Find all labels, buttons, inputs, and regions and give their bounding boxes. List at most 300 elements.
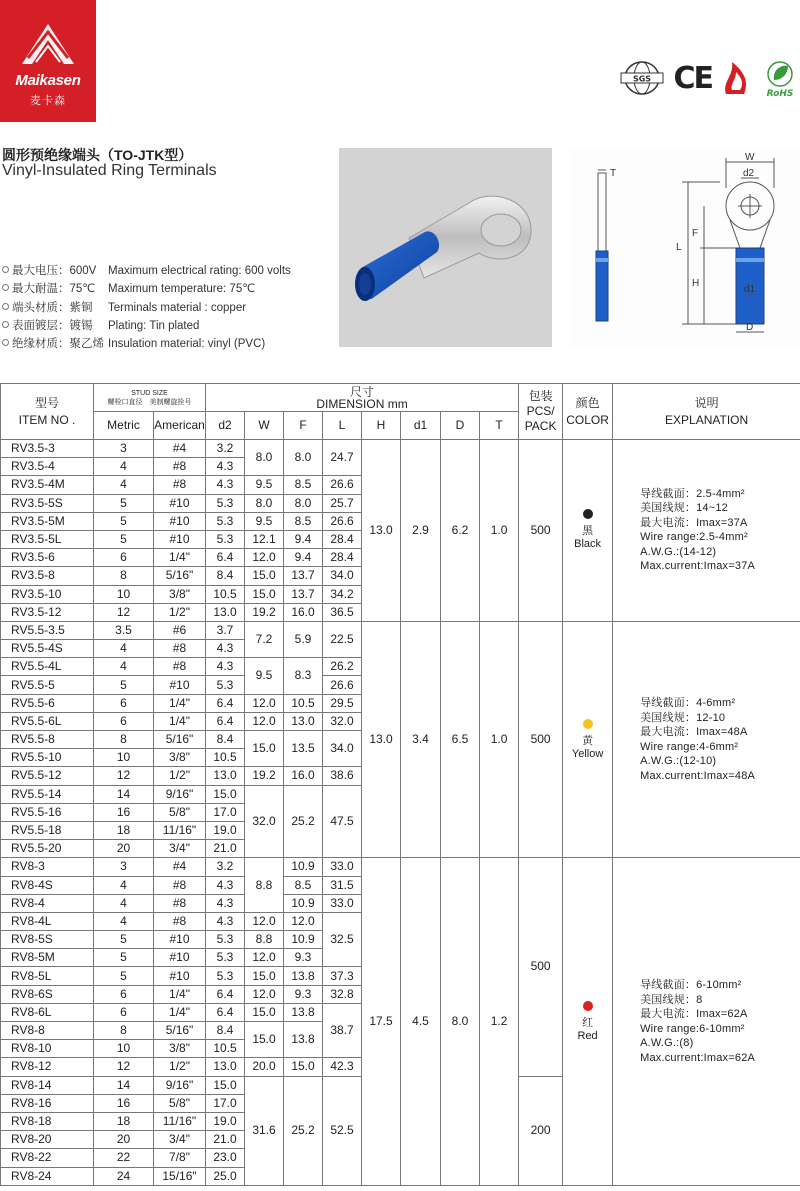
w-cell: 12.0: [245, 694, 284, 712]
item-no-cell: RV8-5M: [1, 949, 94, 967]
item-no-cell: RV5.5-4L: [1, 658, 94, 676]
american-cell: #8: [154, 876, 206, 894]
color-cell: [563, 858, 613, 1185]
header-explanation: 说明 EXPLANATION: [613, 384, 800, 440]
d2-cell: 4.3: [206, 876, 245, 894]
d2-cell: 5.3: [206, 494, 245, 512]
american-cell: #6: [154, 621, 206, 639]
explanation-line: 最大电流：Imax=37A: [640, 516, 748, 529]
f-cell: 10.9: [284, 858, 323, 876]
d2-cell: 3.7: [206, 621, 245, 639]
metric-cell: 10: [94, 585, 154, 603]
metric-cell: 12: [94, 1058, 154, 1076]
american-cell: 3/8": [154, 585, 206, 603]
h-cell: 13.0: [362, 621, 401, 857]
d2-cell: 15.0: [206, 785, 245, 803]
american-cell: 11/16": [154, 1112, 206, 1130]
american-cell: #10: [154, 949, 206, 967]
metric-cell: 10: [94, 1040, 154, 1058]
item-no-cell: RV8-3: [1, 858, 94, 876]
l-cell: 22.5: [323, 621, 362, 657]
header-h: H: [362, 412, 401, 440]
item-no-cell: RV3.5-8: [1, 567, 94, 585]
f-cell: 16.0: [284, 767, 323, 785]
f-cell: 8.5: [284, 876, 323, 894]
color-dot-icon: [583, 1001, 593, 1011]
spec-list: [2, 262, 291, 353]
d2-cell: 23.0: [206, 1149, 245, 1167]
explanation-cell: [613, 440, 800, 622]
metric-cell: 16: [94, 803, 154, 821]
explanation-line: Wire range:4-6mm²: [640, 740, 739, 753]
w-cell: 12.0: [245, 712, 284, 730]
item-no-cell: RV8-8: [1, 1022, 94, 1040]
item-no-cell: RV3.5-3: [1, 440, 94, 458]
d2-cell: 17.0: [206, 803, 245, 821]
metric-cell: 6: [94, 985, 154, 1003]
explanation-line: Max.current:Imax=37A: [640, 560, 756, 573]
f-cell: 13.7: [284, 585, 323, 603]
color-cell: [563, 621, 613, 857]
w-cell: 12.0: [245, 549, 284, 567]
f-cell: 15.0: [284, 1058, 323, 1076]
d2-cell: 5.3: [206, 530, 245, 548]
metric-cell: 8: [94, 731, 154, 749]
metric-cell: 18: [94, 1112, 154, 1130]
american-cell: 1/2": [154, 1058, 206, 1076]
item-no-cell: RV8-24: [1, 1167, 94, 1185]
american-cell: #8: [154, 640, 206, 658]
metric-cell: 6: [94, 712, 154, 730]
t-cell: 1.0: [480, 440, 519, 622]
d2-cell: 6.4: [206, 549, 245, 567]
color-dot-icon: [583, 509, 593, 519]
metric-cell: 12: [94, 603, 154, 621]
w-cell: 15.0: [245, 585, 284, 603]
item-no-cell: RV8-6L: [1, 1003, 94, 1021]
spec-table: [0, 383, 800, 1186]
f-cell: 9.3: [284, 949, 323, 967]
w-cell: 31.6: [245, 1076, 284, 1185]
certification-marks: [619, 58, 798, 98]
item-no-cell: RV8-4L: [1, 912, 94, 930]
american-cell: 1/4": [154, 1003, 206, 1021]
d2-cell: 4.3: [206, 912, 245, 930]
pack-cell: 200: [519, 1076, 563, 1185]
d2-cell: 5.3: [206, 931, 245, 949]
american-cell: 9/16": [154, 1076, 206, 1094]
explanation-line: Wire range:2.5-4mm²: [640, 531, 748, 544]
d2-cell: 10.5: [206, 585, 245, 603]
explanation-line: A.W.G.:(12-10): [640, 755, 717, 768]
label-h: H: [692, 278, 700, 289]
l-cell: 25.7: [323, 494, 362, 512]
header-d2: d2: [206, 412, 245, 440]
f-cell: 8.5: [284, 512, 323, 530]
metric-cell: 12: [94, 767, 154, 785]
american-cell: #4: [154, 440, 206, 458]
item-no-cell: RV8-4: [1, 894, 94, 912]
w-cell: 20.0: [245, 1058, 284, 1076]
f-cell: 13.0: [284, 712, 323, 730]
metric-cell: 16: [94, 1094, 154, 1112]
pack-cell: 500: [519, 621, 563, 857]
item-no-cell: RV5.5-16: [1, 803, 94, 821]
d2-cell: 10.5: [206, 749, 245, 767]
table-row: [1, 621, 800, 639]
l-cell: 26.6: [323, 512, 362, 530]
american-cell: 1/4": [154, 985, 206, 1003]
w-cell: 19.2: [245, 767, 284, 785]
f-cell: 8.5: [284, 476, 323, 494]
d2-cell: 21.0: [206, 840, 245, 858]
d2-cell: 3.2: [206, 440, 245, 458]
l-cell: 52.5: [323, 1076, 362, 1185]
f-cell: 13.5: [284, 731, 323, 767]
f-cell: 13.8: [284, 1022, 323, 1058]
d1-cell: 3.4: [401, 621, 441, 857]
item-no-cell: RV3.5-12: [1, 603, 94, 621]
w-cell: 15.0: [245, 1022, 284, 1058]
color-name-cn: 红: [582, 1016, 594, 1029]
american-cell: 1/4": [154, 712, 206, 730]
l-cell: 32.0: [323, 712, 362, 730]
ring-terminal-illustration: [339, 148, 552, 347]
american-cell: 9/16": [154, 785, 206, 803]
american-cell: #4: [154, 858, 206, 876]
d2-cell: 6.4: [206, 694, 245, 712]
metric-cell: 5: [94, 949, 154, 967]
metric-cell: 8: [94, 1022, 154, 1040]
spec-item: 表面镀层：镀锡 Plating: Tin plated: [2, 317, 291, 335]
header-color: 颜色 COLOR: [563, 384, 613, 440]
l-cell: 32.8: [323, 985, 362, 1003]
item-no-cell: RV3.5-5M: [1, 512, 94, 530]
item-no-cell: RV3.5-4M: [1, 476, 94, 494]
header-stud-size: STUD SIZE 螺栓口直径 美制螺旋拴号: [94, 384, 206, 412]
header-l: L: [323, 412, 362, 440]
d2-cell: 19.0: [206, 821, 245, 839]
svg-text:SGS: SGS: [633, 74, 652, 84]
header-f: F: [284, 412, 323, 440]
explanation-line: 导线截面：2.5-4mm²: [640, 487, 745, 500]
d1-cell: 4.5: [401, 858, 441, 1185]
item-no-cell: RV5.5-18: [1, 821, 94, 839]
d2-cell: 21.0: [206, 1131, 245, 1149]
explanation-line: Max.current:Imax=48A: [640, 769, 756, 782]
explanation-cell: [613, 858, 800, 1185]
metric-cell: 20: [94, 1131, 154, 1149]
spec-table-body: [1, 440, 800, 1186]
pack-cell: 500: [519, 858, 563, 1076]
explanation-line: 美国线规：12-10: [640, 711, 726, 724]
w-cell: 8.0: [245, 494, 284, 512]
metric-cell: 5: [94, 512, 154, 530]
metric-cell: 6: [94, 694, 154, 712]
item-no-cell: RV8-22: [1, 1149, 94, 1167]
l-cell: 36.5: [323, 603, 362, 621]
american-cell: 1/4": [154, 549, 206, 567]
metric-cell: 6: [94, 549, 154, 567]
ccc-flame-icon: [720, 58, 754, 98]
w-cell: 19.2: [245, 603, 284, 621]
metric-cell: 3: [94, 440, 154, 458]
f-cell: 8.0: [284, 440, 323, 476]
metric-cell: 5: [94, 931, 154, 949]
f-cell: 10.9: [284, 894, 323, 912]
table-row: [1, 858, 800, 876]
american-cell: #10: [154, 931, 206, 949]
d2-cell: 3.2: [206, 858, 245, 876]
american-cell: #10: [154, 676, 206, 694]
l-cell: 31.5: [323, 876, 362, 894]
f-cell: 10.5: [284, 694, 323, 712]
l-cell: 29.5: [323, 694, 362, 712]
metric-cell: 5: [94, 967, 154, 985]
label-w: W: [745, 152, 755, 163]
d2-cell: 5.3: [206, 949, 245, 967]
item-no-cell: RV8-4S: [1, 876, 94, 894]
spec-item: 端头材质：紫铜 Terminals material : copper: [2, 299, 291, 317]
american-cell: #8: [154, 658, 206, 676]
metric-cell: 5: [94, 530, 154, 548]
label-l: L: [676, 242, 682, 253]
d2-cell: 10.5: [206, 1040, 245, 1058]
color-dot-icon: [583, 719, 593, 729]
item-no-cell: RV8-5L: [1, 967, 94, 985]
w-cell: 32.0: [245, 785, 284, 858]
header-d: D: [441, 412, 480, 440]
item-no-cell: RV8-16: [1, 1094, 94, 1112]
american-cell: 15/16": [154, 1167, 206, 1185]
d2-cell: 6.4: [206, 1003, 245, 1021]
f-cell: 8.3: [284, 658, 323, 694]
f-cell: 16.0: [284, 603, 323, 621]
d1-cell: 2.9: [401, 440, 441, 622]
brand-name: Maikasen: [15, 72, 81, 89]
header-american: American: [154, 412, 206, 440]
metric-cell: 4: [94, 658, 154, 676]
header-item: 型号 ITEM NO .: [1, 384, 94, 440]
l-cell: 32.5: [323, 912, 362, 967]
l-cell: 33.0: [323, 858, 362, 876]
svg-text:RoHS: RoHS: [766, 89, 794, 98]
d-cell: 6.5: [441, 621, 480, 857]
label-d2: d2: [743, 168, 755, 179]
american-cell: #10: [154, 967, 206, 985]
d2-cell: 8.4: [206, 567, 245, 585]
d2-cell: 5.3: [206, 967, 245, 985]
f-cell: 10.9: [284, 931, 323, 949]
w-cell: 12.0: [245, 985, 284, 1003]
item-no-cell: RV8-12: [1, 1058, 94, 1076]
metric-cell: 4: [94, 912, 154, 930]
explanation-line: 导线截面：4-6mm²: [640, 697, 736, 710]
f-cell: 13.8: [284, 1003, 323, 1021]
d2-cell: 8.4: [206, 1022, 245, 1040]
american-cell: #8: [154, 912, 206, 930]
w-cell: 15.0: [245, 567, 284, 585]
l-cell: 37.3: [323, 967, 362, 985]
american-cell: 1/2": [154, 767, 206, 785]
ce-mark: CE: [673, 60, 712, 96]
american-cell: 1/2": [154, 603, 206, 621]
american-cell: 11/16": [154, 821, 206, 839]
l-cell: 34.0: [323, 567, 362, 585]
american-cell: 3/4": [154, 1131, 206, 1149]
h-cell: 17.5: [362, 858, 401, 1185]
american-cell: #10: [154, 494, 206, 512]
w-cell: 7.2: [245, 621, 284, 657]
american-cell: 7/8": [154, 1149, 206, 1167]
title-english: Vinyl-Insulated Ring Terminals: [2, 162, 217, 179]
l-cell: 28.4: [323, 530, 362, 548]
explanation-line: Max.current:Imax=62A: [640, 1051, 756, 1064]
d2-cell: 4.3: [206, 640, 245, 658]
item-no-cell: RV8-5S: [1, 931, 94, 949]
header-dimension: 尺寸 DIMENSION mm: [206, 384, 519, 412]
w-cell: 9.5: [245, 512, 284, 530]
explanation-cell: [613, 621, 800, 857]
w-cell: 8.8: [245, 858, 284, 913]
f-cell: 13.8: [284, 967, 323, 985]
technical-drawing: [570, 148, 800, 347]
item-no-cell: RV3.5-4: [1, 458, 94, 476]
header-w: W: [245, 412, 284, 440]
explanation-line: 最大电流：Imax=48A: [640, 726, 748, 739]
metric-cell: 4: [94, 476, 154, 494]
explanation-line: A.W.G.:(14-12): [640, 545, 717, 558]
d2-cell: 4.3: [206, 894, 245, 912]
spec-item: 最大电压：600V Maximum electrical rating: 600 volts: [2, 262, 291, 280]
item-no-cell: RV8-10: [1, 1040, 94, 1058]
item-no-cell: RV5.5-4S: [1, 640, 94, 658]
l-cell: 34.0: [323, 731, 362, 767]
d2-cell: 13.0: [206, 603, 245, 621]
item-no-cell: RV5.5-14: [1, 785, 94, 803]
d2-cell: 4.3: [206, 658, 245, 676]
american-cell: 3/4": [154, 840, 206, 858]
w-cell: 9.5: [245, 658, 284, 694]
label-d: D: [746, 322, 754, 333]
color-name-en: Black: [574, 538, 602, 551]
item-no-cell: RV5.5-12: [1, 767, 94, 785]
item-no-cell: RV5.5-5: [1, 676, 94, 694]
metric-cell: 3: [94, 858, 154, 876]
item-no-cell: RV5.5-8: [1, 731, 94, 749]
d2-cell: 4.3: [206, 476, 245, 494]
l-cell: 47.5: [323, 785, 362, 858]
d2-cell: 13.0: [206, 1058, 245, 1076]
item-no-cell: RV8-6S: [1, 985, 94, 1003]
l-cell: 42.3: [323, 1058, 362, 1076]
sgs-globe-icon: [619, 58, 665, 98]
item-no-cell: RV3.5-5S: [1, 494, 94, 512]
header-d1: d1: [401, 412, 441, 440]
american-cell: 5/16": [154, 567, 206, 585]
spec-item: 最大耐温：75℃ Maximum temperature: 75℃: [2, 280, 291, 298]
american-cell: 3/8": [154, 749, 206, 767]
f-cell: 9.4: [284, 530, 323, 548]
american-cell: 5/8": [154, 803, 206, 821]
d2-cell: 6.4: [206, 985, 245, 1003]
w-cell: 12.0: [245, 912, 284, 930]
item-no-cell: RV8-14: [1, 1076, 94, 1094]
table-row: [1, 440, 800, 458]
explanation-line: 最大电流：Imax=62A: [640, 1008, 748, 1020]
item-no-cell: RV5.5-10: [1, 749, 94, 767]
american-cell: 5/16": [154, 731, 206, 749]
metric-cell: 20: [94, 840, 154, 858]
d2-cell: 8.4: [206, 731, 245, 749]
metric-cell: 14: [94, 785, 154, 803]
label-f: F: [692, 228, 699, 239]
d2-cell: 5.3: [206, 676, 245, 694]
w-cell: 15.0: [245, 1003, 284, 1021]
d2-cell: 17.0: [206, 1094, 245, 1112]
explanation-line: Wire range:6-10mm²: [640, 1022, 745, 1035]
wings-logo-icon: [18, 18, 78, 70]
explanation-line: 美国线规：14~12: [640, 502, 728, 515]
item-no-cell: RV5.5-6: [1, 694, 94, 712]
metric-cell: 4: [94, 640, 154, 658]
explanation-line: 美国线规：8: [640, 993, 703, 1006]
metric-cell: 24: [94, 1167, 154, 1185]
color-name-cn: 黄: [582, 734, 594, 747]
item-no-cell: RV3.5-10: [1, 585, 94, 603]
d2-cell: 4.3: [206, 458, 245, 476]
l-cell: 26.6: [323, 676, 362, 694]
pack-cell: 500: [519, 440, 563, 622]
item-no-cell: RV3.5-6: [1, 549, 94, 567]
explanation-line: A.W.G.:(8): [640, 1037, 694, 1049]
metric-cell: 22: [94, 1149, 154, 1167]
label-t: T: [610, 168, 617, 179]
l-cell: 33.0: [323, 894, 362, 912]
color-name-en: Red: [577, 1029, 598, 1042]
f-cell: 9.3: [284, 985, 323, 1003]
metric-cell: 10: [94, 749, 154, 767]
f-cell: 5.9: [284, 621, 323, 657]
metric-cell: 18: [94, 821, 154, 839]
l-cell: 26.2: [323, 658, 362, 676]
american-cell: 3/8": [154, 1040, 206, 1058]
l-cell: 26.6: [323, 476, 362, 494]
w-cell: 15.0: [245, 731, 284, 767]
d-cell: 6.2: [441, 440, 480, 622]
brand-logo: [0, 0, 96, 122]
l-cell: 28.4: [323, 549, 362, 567]
d2-cell: 6.4: [206, 712, 245, 730]
l-cell: 24.7: [323, 440, 362, 476]
american-cell: #8: [154, 476, 206, 494]
item-no-cell: RV5.5-6L: [1, 712, 94, 730]
american-cell: 1/4": [154, 694, 206, 712]
american-cell: 5/16": [154, 1022, 206, 1040]
d2-cell: 19.0: [206, 1112, 245, 1130]
t-cell: 1.0: [480, 621, 519, 857]
w-cell: 9.5: [245, 476, 284, 494]
d2-cell: 25.0: [206, 1167, 245, 1185]
explanation-line: 导线截面：6-10mm²: [640, 979, 742, 991]
f-cell: 12.0: [284, 912, 323, 930]
spec-item: 绝缘材质：聚乙烯 Insulation material: vinyl (PVC): [2, 335, 291, 353]
f-cell: 9.4: [284, 549, 323, 567]
product-photo: [339, 148, 552, 347]
american-cell: 5/8": [154, 1094, 206, 1112]
metric-cell: 3.5: [94, 621, 154, 639]
d-cell: 8.0: [441, 858, 480, 1185]
